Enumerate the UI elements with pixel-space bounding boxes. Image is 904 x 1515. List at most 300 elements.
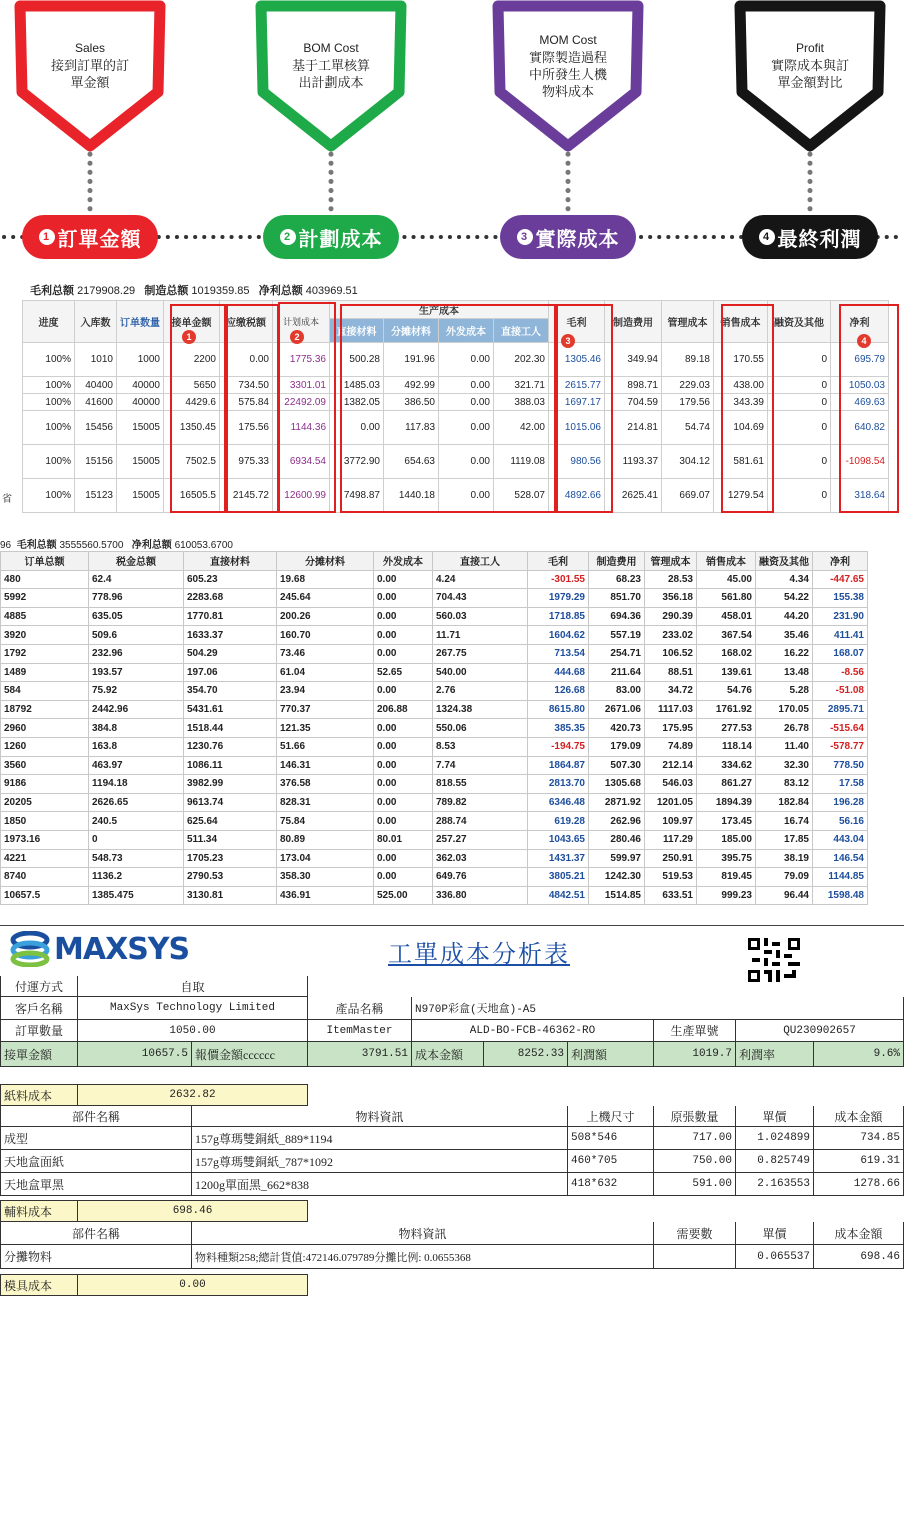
table-row[interactable] [1,570,868,589]
table-cell: 343.39 [714,394,768,411]
table-cell: 625.64 [184,812,277,831]
order-amt-value: 10657.5 [78,1042,192,1067]
table-cell: -8.56 [813,663,868,682]
table-cell: 100% [23,377,75,394]
th-finance-other: 融资及其他 [768,301,831,343]
table-cell: 356.18 [645,589,697,608]
quote-label: 報價金額cccccc [192,1042,308,1067]
table-cell: 155.38 [813,589,868,608]
mold-cost-row [0,1274,904,1296]
table-cell: 23.94 [277,682,374,701]
paper-h-material: 物料資訊 [192,1106,568,1127]
table-cell: 211.64 [589,663,645,682]
table-cell: 581.61 [714,445,768,479]
table-cell: 61.04 [277,663,374,682]
table-cell: 2442.96 [89,700,184,719]
table-row[interactable] [1,682,868,701]
table-row[interactable] [1,868,868,887]
aux-part: 分攤物料 [0,1245,192,1269]
table-cell: 1010 [75,343,117,377]
th2-outsource-cost: 外发成本 [374,552,433,571]
table-cell: 1260 [1,737,89,756]
table-cell: 1230.76 [184,737,277,756]
paper-cell: 460*705 [568,1150,654,1173]
table-cell: -301.55 [528,570,589,589]
th2-gross-profit: 毛利 [528,552,589,571]
table-cell: 321.71 [494,377,549,394]
step-1-badge: 1 [39,229,55,245]
table-cell: 80.01 [374,830,433,849]
table-cell: 196.28 [813,793,868,812]
table-cell: 17.85 [756,830,813,849]
table-cell: 45.00 [697,570,756,589]
table-cell: 38.19 [756,849,813,868]
table-cell: 173.45 [697,812,756,831]
table-cell: 999.23 [697,886,756,905]
table-cell: 62.4 [89,570,184,589]
paper-cell: 成型 [0,1127,192,1150]
table-cell: 41600 [75,394,117,411]
table-cell: 7498.87 [330,479,384,513]
table-cell: 507.30 [589,756,645,775]
paper-data-row [0,1127,904,1150]
table-cell: 4892.66 [549,479,605,513]
paper-cell: 1200g單面黑_662*838 [192,1173,568,1196]
order-no-value: QU230902657 [736,1020,904,1042]
rate-value: 9.6% [814,1042,904,1067]
table-cell: 548.73 [89,849,184,868]
table-cell: 546.03 [645,775,697,794]
table-cell: 6934.54 [273,445,330,479]
table-row[interactable] [1,663,868,682]
table-cell: 89.18 [662,343,714,377]
table-cell: 200.26 [277,607,374,626]
report-title: 工單成本分析表 [388,940,570,968]
table-cell: 2790.53 [184,868,277,887]
table-cell: 2.76 [433,682,528,701]
table-cell: 1718.85 [528,607,589,626]
paper-cell: 418*632 [568,1173,654,1196]
product-label: 產品名稱 [308,997,412,1020]
table-cell: 0.00 [374,775,433,794]
customer-value: MaxSys Technology Limited [78,997,308,1020]
table-cell: 1489 [1,663,89,682]
paper-h-sheets: 原張數量 [654,1106,736,1127]
th-mgmt-cost: 管理成本 [662,301,714,343]
paper-cell: 619.31 [814,1150,904,1173]
table-cell: 40000 [117,394,164,411]
table-cell: 504.29 [184,644,277,663]
order-profit-table [22,300,889,513]
table-cell: 229.03 [662,377,714,394]
table-row[interactable] [23,479,889,513]
table-cell: 528.07 [494,479,549,513]
table-cell: 635.05 [89,607,184,626]
table-cell: -1098.54 [831,445,889,479]
table-cell: 0.00 [374,626,433,645]
ship-value: 自取 [78,976,308,997]
table-row[interactable] [23,394,889,411]
table-cell: 0.00 [374,644,433,663]
table-cell: 819.45 [697,868,756,887]
table-row[interactable] [1,793,868,812]
table-cell: 1431.37 [528,849,589,868]
th2-order-total: 订单总额 [1,552,89,571]
table-cell: 0.00 [439,377,494,394]
table-cell: 3982.99 [184,775,277,794]
cost-label: 成本金額 [412,1042,484,1067]
table-cell: 349.94 [605,343,662,377]
step-4-badge: 4 [759,229,775,245]
ship-label: 付運方式 [0,976,78,997]
table-cell: 2960 [1,719,89,738]
product-value: N970P彩盒(天地盒)-A5 [412,997,904,1020]
table-cell: 51.66 [277,737,374,756]
paper-cell: 591.00 [654,1173,736,1196]
table-cell: 15156 [75,445,117,479]
table-cell: 75.84 [277,812,374,831]
qty-label: 訂單數量 [0,1020,78,1042]
table-cell: 1385.475 [89,886,184,905]
table-cell: -578.77 [813,737,868,756]
table-cell: -447.65 [813,570,868,589]
table-cell: 376.58 [277,775,374,794]
paper-cost-value: 2632.82 [78,1084,308,1106]
table-cell: 160.70 [277,626,374,645]
order-profit-panel [2,278,904,514]
table-cell: 0.00 [439,343,494,377]
table-cell: 0 [768,343,831,377]
table-row[interactable] [1,589,868,608]
table-cell: 100% [23,445,75,479]
table-row[interactable] [1,644,868,663]
table-cell: 267.75 [433,644,528,663]
table-cell: 354.70 [184,682,277,701]
table-cell: 42.00 [494,411,549,445]
mom-text: MOM Cost 實際製造過程 中所發生人機 物料成本 [528,33,607,99]
table-cell: 16.22 [756,644,813,663]
maxsys-logo-icon [10,931,50,967]
paper-cell: 1.024899 [736,1127,814,1150]
table-cell: 100% [23,411,75,445]
table-cell: 175.95 [645,719,697,738]
aux-h-price: 單價 [736,1222,814,1245]
table-cell: 525.00 [374,886,433,905]
table-cell: 1193.37 [605,445,662,479]
step-3-badge: 3 [517,229,533,245]
table-cell: 15005 [117,445,164,479]
table-cell: 262.96 [589,812,645,831]
mold-cost-value: 0.00 [78,1274,308,1296]
table-cell: 179.09 [589,737,645,756]
th-direct-material: 直接材料 [330,319,384,343]
table-cell: 182.84 [756,793,813,812]
table-cell: 388.03 [494,394,549,411]
table-cell: 1000 [117,343,164,377]
table-cell: 511.34 [184,830,277,849]
table-cell: 257.27 [433,830,528,849]
final-profit-pill: 4 最終利潤 [742,215,878,259]
table-cell: 0 [768,445,831,479]
table-cell: 88.51 [645,663,697,682]
paper-cell: 717.00 [654,1127,736,1150]
aux-price: 0.065537 [736,1245,814,1269]
badge-3: 3 [561,334,575,348]
badge-1: 1 [182,330,196,344]
table-cell: 2615.77 [549,377,605,394]
table-cell: 540.00 [433,663,528,682]
table-cell: 1350.45 [164,411,220,445]
table-cell: 1792 [1,644,89,663]
table-cell: 212.14 [645,756,697,775]
table-cell: 519.53 [645,868,697,887]
th-direct-labor: 直接工人 [494,319,549,343]
paper-h-size: 上機尺寸 [568,1106,654,1127]
table-cell: 1144.36 [273,411,330,445]
aux-data-row [0,1245,904,1269]
table-row[interactable] [1,737,868,756]
order-amount-pill: 1 訂單金額 [22,215,158,259]
table-cell: 16.74 [756,812,813,831]
th2-tax-total: 税金总额 [89,552,184,571]
table-cell: 1705.23 [184,849,277,868]
table-cell: 8.53 [433,737,528,756]
table-cell: 15005 [117,479,164,513]
paper-cell: 750.00 [654,1150,736,1173]
customer-label: 客戶名稱 [0,997,78,1020]
paper-cost-label: 紙料成本 [0,1084,78,1106]
table-cell: -194.75 [528,737,589,756]
paper-cell: 734.85 [814,1127,904,1150]
job-cost-report [0,925,904,1305]
table-cell: 96.44 [756,886,813,905]
table-cell: 2871.92 [589,793,645,812]
table-cell: 2283.68 [184,589,277,608]
table-cell: 649.76 [433,868,528,887]
table-cell: 79.09 [756,868,813,887]
table-cell: 15456 [75,411,117,445]
table-cell: 0.00 [220,343,273,377]
table-row[interactable] [1,830,868,849]
th-order-qty[interactable]: 订单数量 [117,301,164,343]
table-cell: 334.62 [697,756,756,775]
actual-cost-pill: 3 實際成本 [500,215,636,259]
aux-cost: 698.46 [814,1245,904,1269]
table-cell: 168.02 [697,644,756,663]
quote-value: 3791.51 [308,1042,412,1067]
table-cell: 0.00 [374,849,433,868]
table-cell: 336.80 [433,886,528,905]
table-cell: 170.05 [756,700,813,719]
table-cell: 1117.03 [645,700,697,719]
table-cell: 734.50 [220,377,273,394]
table-row[interactable] [1,700,868,719]
table-cell: 509.6 [89,626,184,645]
table-cell: 83.12 [756,775,813,794]
order-summary-table [0,551,868,905]
table-cell: 469.63 [831,394,889,411]
table-cell: 11.40 [756,737,813,756]
table-cell: 2625.41 [605,479,662,513]
table-cell: 185.00 [697,830,756,849]
table-cell: 480 [1,570,89,589]
table-cell: 2813.70 [528,775,589,794]
table-cell: 1194.18 [89,775,184,794]
itemmaster-label: ItemMaster [308,1020,412,1042]
table-cell: 231.90 [813,607,868,626]
aux-cost-value: 698.46 [78,1200,308,1222]
th-sales-cost: 销售成本 [714,301,768,343]
table-cell: 4842.51 [528,886,589,905]
table-cell: 704.43 [433,589,528,608]
table-cell: 0 [768,377,831,394]
table-cell: 15005 [117,411,164,445]
table-cell: 8615.80 [528,700,589,719]
th-planned-cost: 计划成本 [273,301,330,343]
table-cell: 0 [768,479,831,513]
table-cell: 458.01 [697,607,756,626]
order-amt-label: 接單金額 [0,1042,78,1067]
maxsys-logo [10,930,189,968]
table-cell: 3920 [1,626,89,645]
table-cell: 1043.65 [528,830,589,849]
paper-data-row [0,1173,904,1196]
step-2-badge: 2 [280,229,296,245]
bom-text: BOM Cost 基于工單核算 出計劃成本 [291,41,370,90]
table-cell: 191.96 [384,343,439,377]
profit-text: Profit 實際成本與訂 單金額對比 [770,41,849,90]
table-cell: 214.81 [605,411,662,445]
table-row[interactable] [1,775,868,794]
table-cell: 789.82 [433,793,528,812]
aux-cost-row [0,1200,904,1222]
table-cell: 1119.08 [494,445,549,479]
table-cell: 304.12 [662,445,714,479]
table-cell: 0.00 [439,394,494,411]
aux-qty [654,1245,736,1269]
table-cell: 240.5 [89,812,184,831]
table-cell: 232.96 [89,644,184,663]
table-cell: 438.00 [714,377,768,394]
table-row[interactable] [1,626,868,645]
table-cell: 126.68 [528,682,589,701]
table-cell: 0.00 [374,737,433,756]
aux-h-material: 物料資訊 [192,1222,654,1245]
th2-finance-other: 融资及其他 [756,552,813,571]
table-row[interactable] [23,343,889,377]
table-cell: 1086.11 [184,756,277,775]
table-cell: 245.64 [277,589,374,608]
table-row[interactable] [1,719,868,738]
table-cell: 1598.48 [813,886,868,905]
table-cell: 584 [1,682,89,701]
table-cell: 605.23 [184,570,277,589]
table-cell: 290.39 [645,607,697,626]
table-cell: 9186 [1,775,89,794]
aux-material: 物料種類258;總計貨值:472146.079789分攤比例: 0.0655368 [192,1245,654,1269]
table-cell: 500.28 [330,343,384,377]
table-cell: 619.28 [528,812,589,831]
table-cell: 0.00 [439,445,494,479]
table-cell: 146.54 [813,849,868,868]
table-cell: 2895.71 [813,700,868,719]
table-cell: 2626.65 [89,793,184,812]
logo-text: MAXSYS [54,931,190,967]
table-cell: 1979.29 [528,589,589,608]
table-cell: 5431.61 [184,700,277,719]
panel1-totals: 毛利总额 2179908.29 制造总额 1019359.85 净利总额 403969.51 [30,285,358,297]
table-cell: 34.72 [645,682,697,701]
table-cell: 818.55 [433,775,528,794]
table-cell: 12600.99 [273,479,330,513]
table-cell: 4.24 [433,570,528,589]
table-row[interactable] [1,849,868,868]
table-cell: 104.69 [714,411,768,445]
table-row[interactable] [23,445,889,479]
paper-h-price: 單價 [736,1106,814,1127]
table-cell: 106.52 [645,644,697,663]
table-row[interactable] [1,886,868,905]
row-prefix: 省 [2,494,12,505]
table-cell: 851.70 [589,589,645,608]
table-cell: 118.14 [697,737,756,756]
rate-label: 利潤率 [736,1042,814,1067]
table-cell: 0.00 [374,868,433,887]
paper-cost-row [0,1084,904,1106]
table-cell: 54.22 [756,589,813,608]
table-cell: 7.74 [433,756,528,775]
table-cell: 1633.37 [184,626,277,645]
table-cell: 362.03 [433,849,528,868]
table-cell: 463.97 [89,756,184,775]
table-cell: 170.55 [714,343,768,377]
table-cell: 146.31 [277,756,374,775]
table-cell: -51.08 [813,682,868,701]
table-cell: 3560 [1,756,89,775]
table-row[interactable] [23,411,889,445]
table-cell: 163.8 [89,737,184,756]
table-cell: 695.79 [831,343,889,377]
table-cell: 0 [768,394,831,411]
table-row[interactable] [1,607,868,626]
amount-row [0,1042,904,1067]
table-cell: 173.04 [277,849,374,868]
order-summary-panel [0,532,904,912]
table-cell: 83.00 [589,682,645,701]
table-cell: 5650 [164,377,220,394]
table-cell: 233.02 [645,626,697,645]
table-cell: 1604.62 [528,626,589,645]
table-row[interactable] [1,812,868,831]
table-cell: 0.00 [439,479,494,513]
table-cell: 100% [23,343,75,377]
table-cell: 318.64 [831,479,889,513]
th2-shared-material: 分摊材料 [277,552,374,571]
table-cell: 1279.54 [714,479,768,513]
table-cell: 100% [23,479,75,513]
table-row[interactable] [1,756,868,775]
table-cell: 19.68 [277,570,374,589]
table-cell: -515.64 [813,719,868,738]
table-cell: 10657.5 [1,886,89,905]
table-row[interactable] [23,377,889,394]
table-cell: 2200 [164,343,220,377]
table-cell: 75.92 [89,682,184,701]
table-cell: 669.07 [662,479,714,513]
table-cell: 654.63 [384,445,439,479]
table-cell: 52.65 [374,663,433,682]
paper-cell: 2.163553 [736,1173,814,1196]
